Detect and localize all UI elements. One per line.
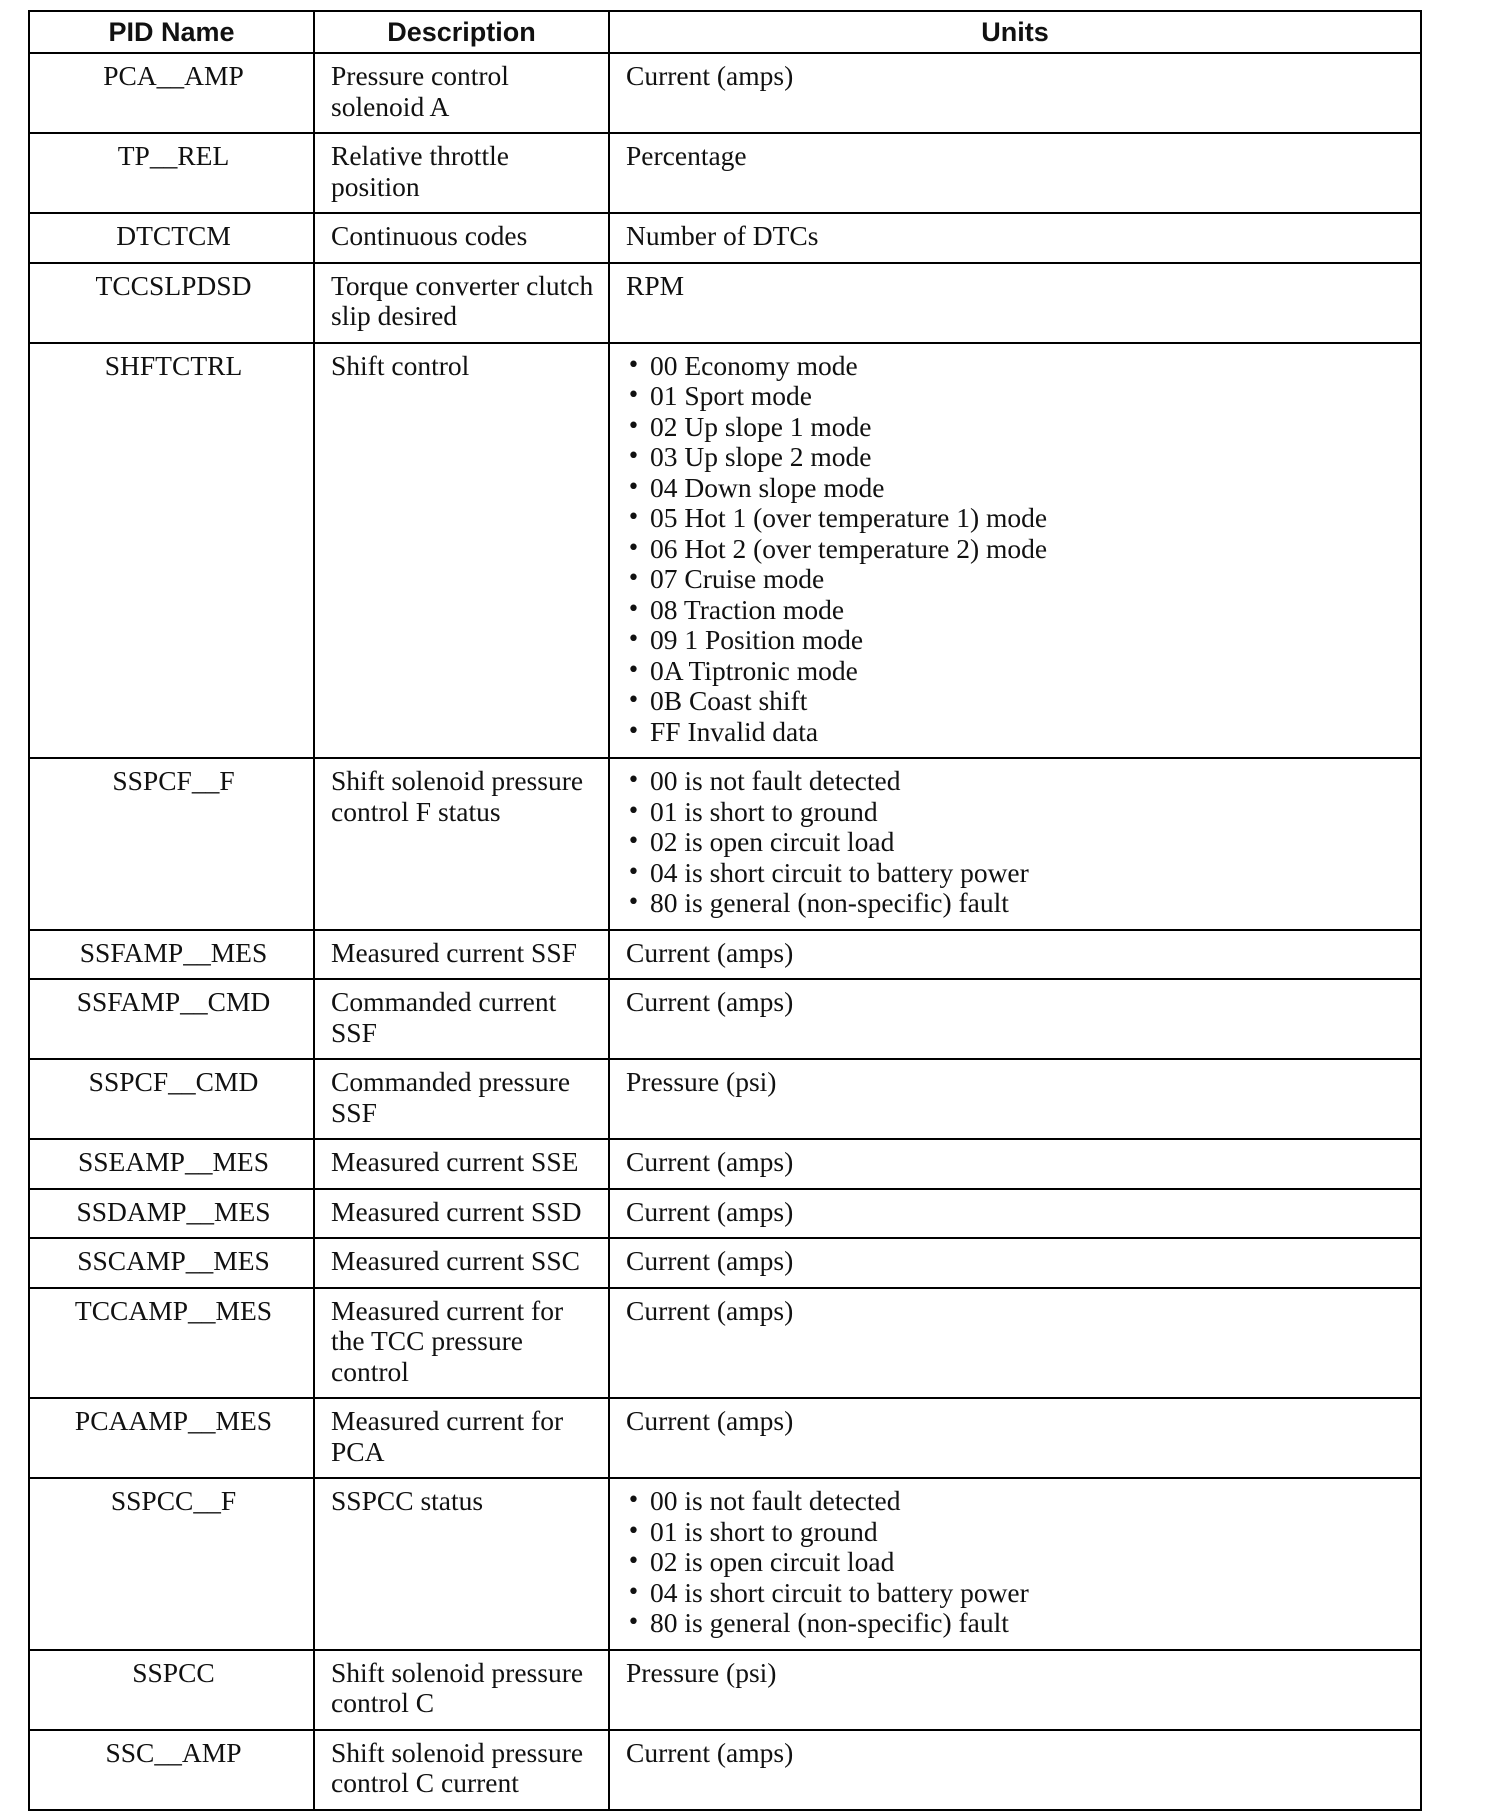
- units-cell: Current (amps): [609, 1189, 1421, 1239]
- pid-name-cell: SSCAMP__MES: [29, 1238, 314, 1288]
- units-bullet-item: • 00 is not fault detected: [626, 766, 1408, 797]
- units-cell: RPM: [609, 263, 1421, 343]
- table-row: [29, 1730, 1421, 1810]
- description-cell: Shift solenoid pressure control C current: [314, 1730, 609, 1810]
- units-cell: Pressure (psi): [609, 1059, 1421, 1139]
- table-row: [29, 930, 1421, 980]
- pid-name-cell: SSC__AMP: [29, 1730, 314, 1810]
- description-cell: Measured current SSE: [314, 1139, 609, 1189]
- pid-table: [28, 10, 1422, 1811]
- units-bullet-item: • FF Invalid data: [626, 717, 1408, 748]
- units-cell: [609, 1478, 1421, 1650]
- description-cell: Measured current for the TCC pressure control: [314, 1288, 609, 1399]
- units-cell: Current (amps): [609, 1398, 1421, 1478]
- units-bullet-item: • 08 Traction mode: [626, 595, 1408, 626]
- table-body: [29, 53, 1421, 1810]
- units-bullet-list: [626, 1486, 1408, 1639]
- description-cell: Torque converter clutch slip desired: [314, 263, 609, 343]
- table-row: [29, 979, 1421, 1059]
- units-bullet-item: • 01 is short to ground: [626, 797, 1408, 828]
- column-header-pid-name: PID Name: [29, 11, 314, 53]
- units-bullet-item: • 80 is general (non-specific) fault: [626, 888, 1408, 919]
- units-cell: Current (amps): [609, 53, 1421, 133]
- pid-name-cell: SSPCF__CMD: [29, 1059, 314, 1139]
- units-cell: [609, 343, 1421, 759]
- units-cell: Number of DTCs: [609, 213, 1421, 263]
- pid-name-cell: SHFTCTRL: [29, 343, 314, 759]
- description-cell: Measured current for PCA: [314, 1398, 609, 1478]
- units-bullet-item: • 05 Hot 1 (over temperature 1) mode: [626, 503, 1408, 534]
- table-row: [29, 53, 1421, 133]
- pid-name-cell: DTCTCM: [29, 213, 314, 263]
- units-bullet-list: [626, 351, 1408, 748]
- units-bullet-item: • 02 is open circuit load: [626, 1547, 1408, 1578]
- table-row: [29, 1478, 1421, 1650]
- units-bullet-list: [626, 766, 1408, 919]
- description-cell: Shift control: [314, 343, 609, 759]
- units-bullet-item: • 0A Tiptronic mode: [626, 656, 1408, 687]
- description-cell: Shift solenoid pressure control F status: [314, 758, 609, 930]
- pid-name-cell: SSPCC__F: [29, 1478, 314, 1650]
- pid-name-cell: TP__REL: [29, 133, 314, 213]
- units-bullet-item: • 01 Sport mode: [626, 381, 1408, 412]
- units-cell: Current (amps): [609, 930, 1421, 980]
- table-row: [29, 1650, 1421, 1730]
- table-header: [29, 11, 1421, 53]
- units-bullet-item: • 03 Up slope 2 mode: [626, 442, 1408, 473]
- units-bullet-item: • 04 is short circuit to battery power: [626, 1578, 1408, 1609]
- pid-name-cell: PCA__AMP: [29, 53, 314, 133]
- table-row: [29, 1059, 1421, 1139]
- table-row: [29, 213, 1421, 263]
- column-header-description: Description: [314, 11, 609, 53]
- description-cell: Commanded pressure SSF: [314, 1059, 609, 1139]
- table-row: [29, 1139, 1421, 1189]
- units-bullet-item: • 09 1 Position mode: [626, 625, 1408, 656]
- pid-name-cell: PCAAMP__MES: [29, 1398, 314, 1478]
- pid-name-cell: SSDAMP__MES: [29, 1189, 314, 1239]
- table-row: [29, 1189, 1421, 1239]
- pid-name-cell: SSEAMP__MES: [29, 1139, 314, 1189]
- description-cell: SSPCC status: [314, 1478, 609, 1650]
- units-cell: Pressure (psi): [609, 1650, 1421, 1730]
- units-cell: Current (amps): [609, 1288, 1421, 1399]
- units-bullet-item: • 00 Economy mode: [626, 351, 1408, 382]
- units-bullet-item: • 80 is general (non-specific) fault: [626, 1608, 1408, 1639]
- table-row: [29, 758, 1421, 930]
- units-bullet-item: • 00 is not fault detected: [626, 1486, 1408, 1517]
- description-cell: Continuous codes: [314, 213, 609, 263]
- pid-name-cell: SSPCC: [29, 1650, 314, 1730]
- pid-name-cell: SSPCF__F: [29, 758, 314, 930]
- units-cell: Current (amps): [609, 1730, 1421, 1810]
- pid-name-cell: TCCSLPDSD: [29, 263, 314, 343]
- pid-name-cell: TCCAMP__MES: [29, 1288, 314, 1399]
- description-cell: Measured current SSF: [314, 930, 609, 980]
- table-row: [29, 343, 1421, 759]
- column-header-units: Units: [609, 11, 1421, 53]
- units-bullet-item: • 04 Down slope mode: [626, 473, 1408, 504]
- table-row: [29, 1288, 1421, 1399]
- units-bullet-item: • 0B Coast shift: [626, 686, 1408, 717]
- table-row: [29, 133, 1421, 213]
- pid-name-cell: SSFAMP__CMD: [29, 979, 314, 1059]
- units-bullet-item: • 02 is open circuit load: [626, 827, 1408, 858]
- units-cell: Current (amps): [609, 979, 1421, 1059]
- units-bullet-item: • 02 Up slope 1 mode: [626, 412, 1408, 443]
- description-cell: Relative throttle position: [314, 133, 609, 213]
- description-cell: Shift solenoid pressure control C: [314, 1650, 609, 1730]
- pid-name-cell: SSFAMP__MES: [29, 930, 314, 980]
- units-cell: [609, 758, 1421, 930]
- description-cell: Commanded current SSF: [314, 979, 609, 1059]
- description-cell: Measured current SSC: [314, 1238, 609, 1288]
- units-cell: Percentage: [609, 133, 1421, 213]
- units-bullet-item: • 04 is short circuit to battery power: [626, 858, 1408, 889]
- units-bullet-item: • 06 Hot 2 (over temperature 2) mode: [626, 534, 1408, 565]
- table-row: [29, 1398, 1421, 1478]
- units-bullet-item: • 07 Cruise mode: [626, 564, 1408, 595]
- units-cell: Current (amps): [609, 1139, 1421, 1189]
- table-row: [29, 1238, 1421, 1288]
- description-cell: Pressure control solenoid A: [314, 53, 609, 133]
- header-row: [29, 11, 1421, 53]
- units-cell: Current (amps): [609, 1238, 1421, 1288]
- description-cell: Measured current SSD: [314, 1189, 609, 1239]
- table-row: [29, 263, 1421, 343]
- units-bullet-item: • 01 is short to ground: [626, 1517, 1408, 1548]
